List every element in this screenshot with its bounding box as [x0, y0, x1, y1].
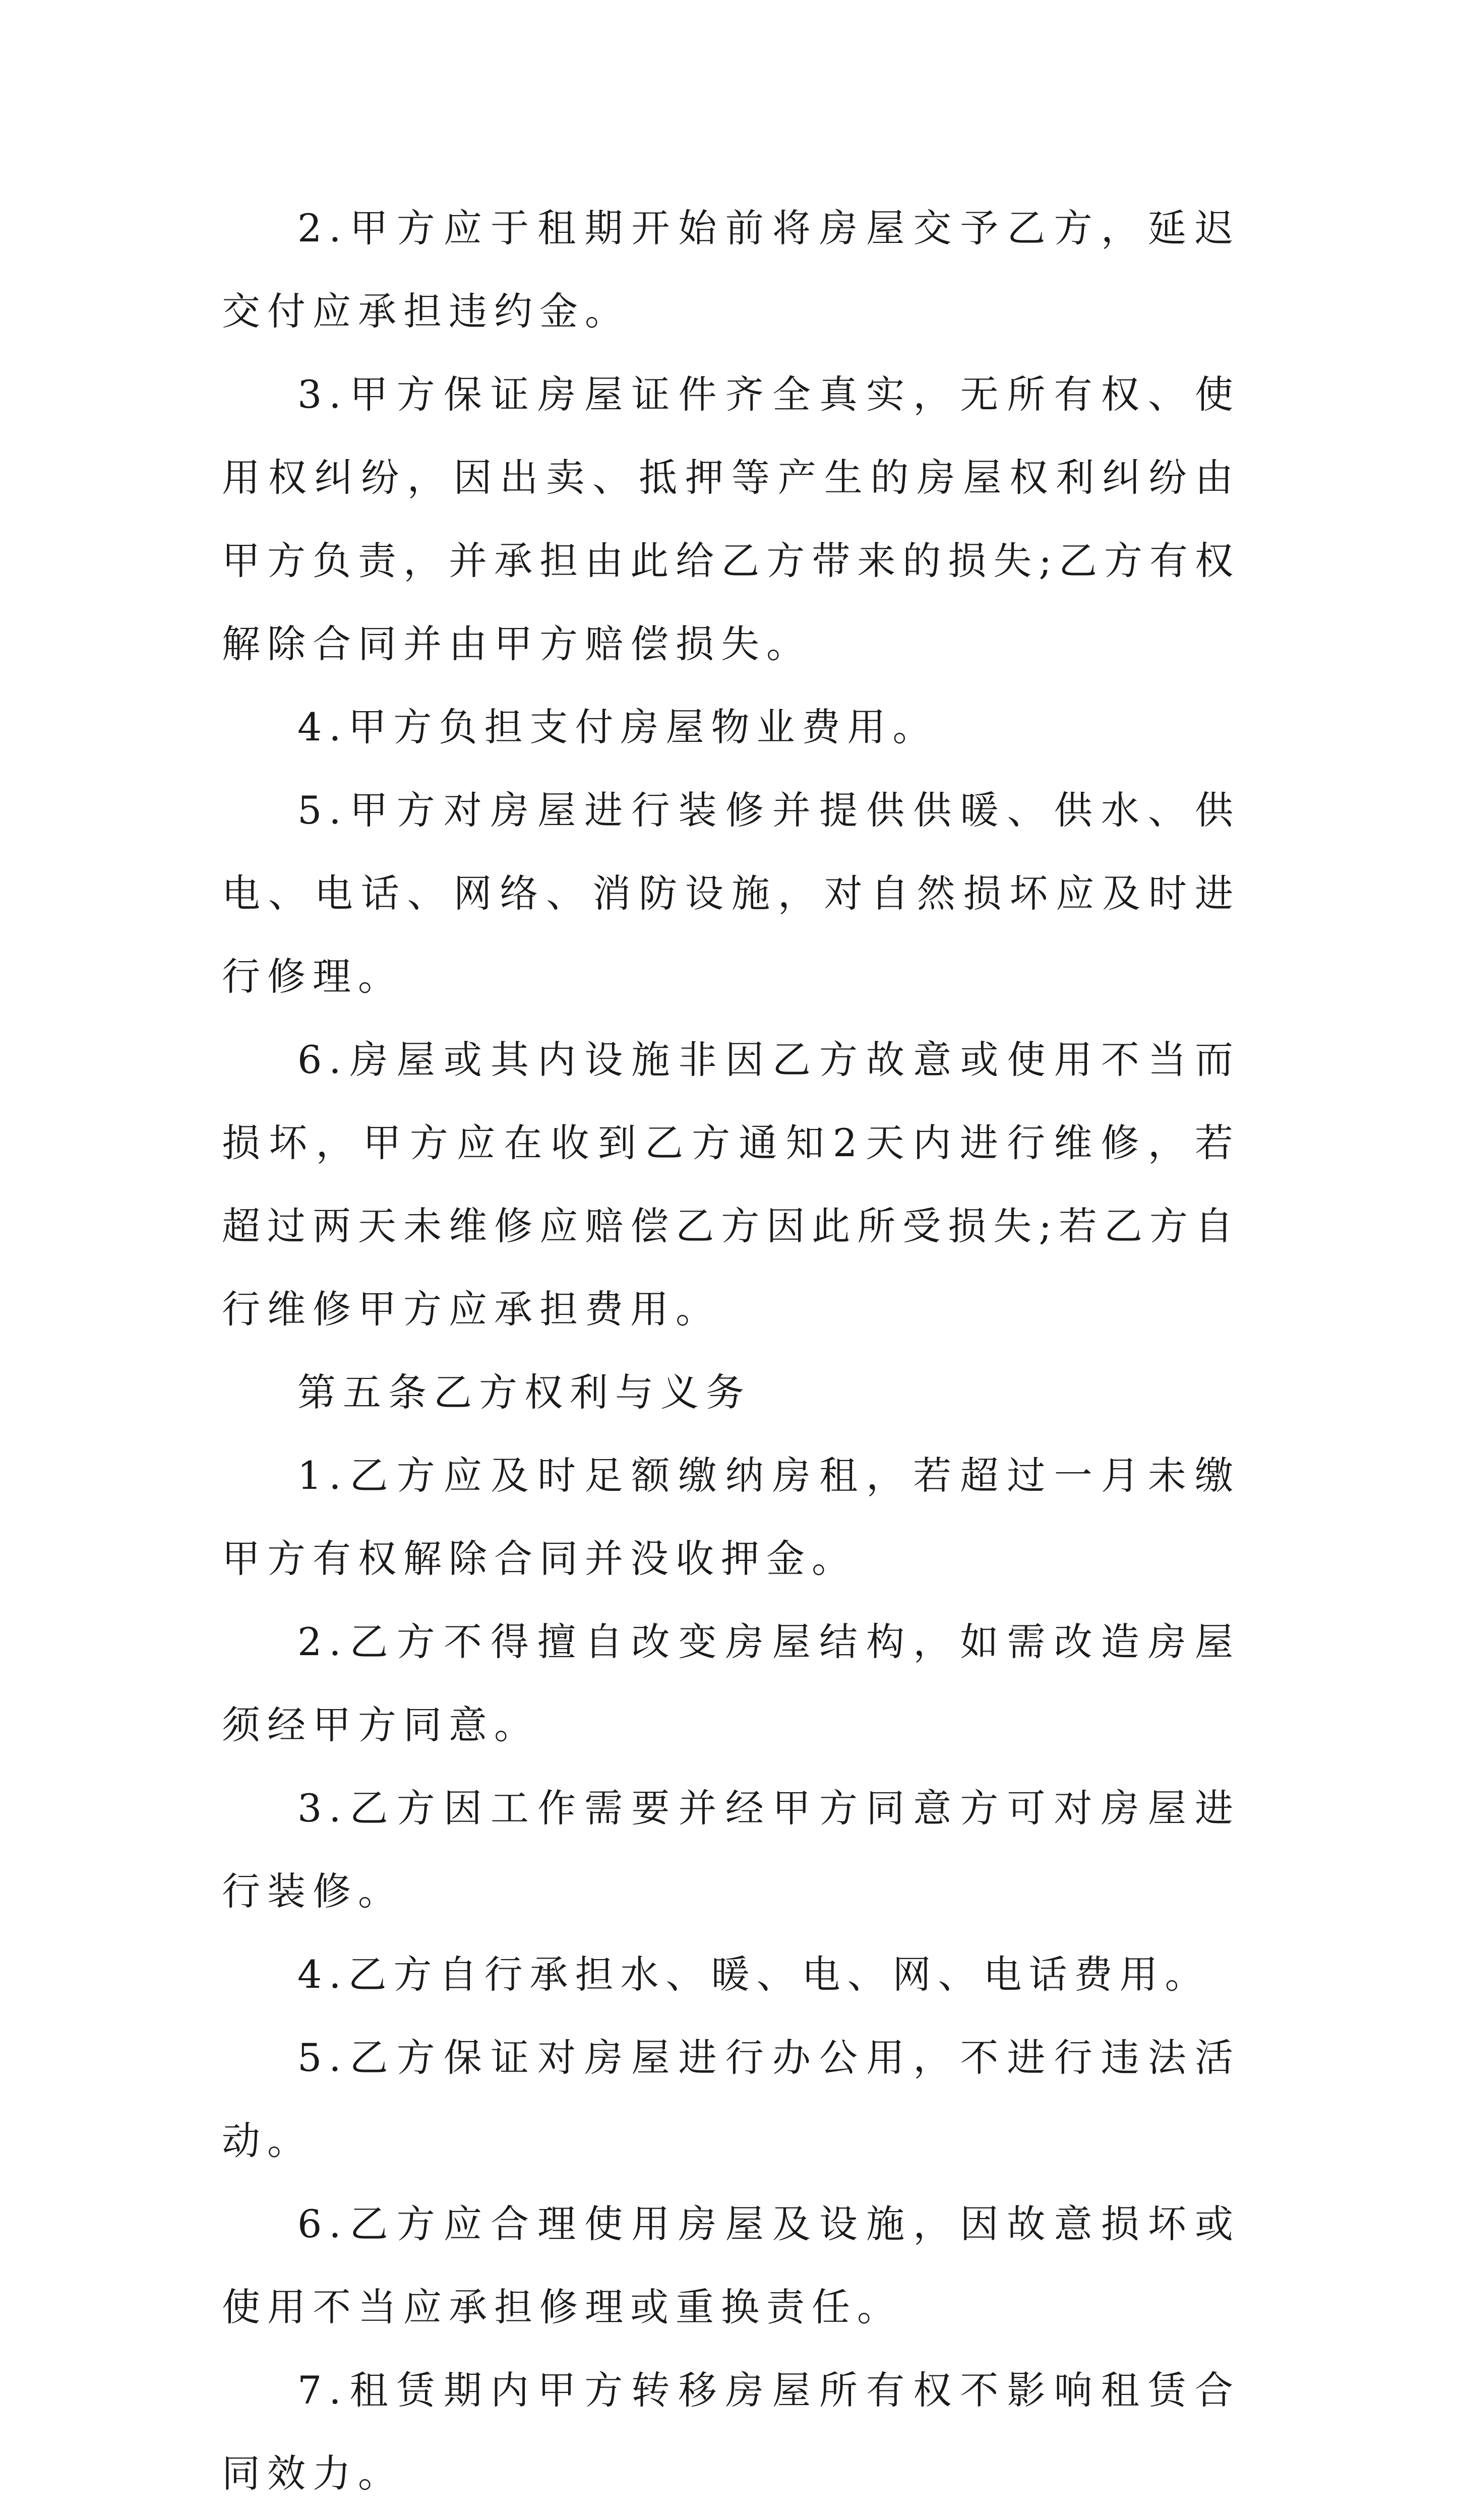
- paragraph-lessee-proper-use: 6.乙方应合理使用房屋及设施，因故意损坏或使用不当应承担修理或重换责任。: [222, 2201, 1240, 2329]
- paragraph-lease-expiry: [222, 2515, 1240, 2520]
- paragraph-lessee-renovation: 3.乙方因工作需要并经甲方同意方可对房屋进行装修。: [222, 1786, 1240, 1914]
- paragraph-lessee-office-use: 5.乙方保证对房屋进行办公用，不进行违法活动。: [222, 2035, 1240, 2163]
- paragraph-lessor-facilities: 5.甲方对房屋进行装修并提供供暖、供水、供电、电话、网络、消防设施，对自然损坏应及时进行修理。: [222, 788, 1240, 999]
- paragraph-ownership-transfer: 7.租赁期内甲方转移房屋所有权不影响租赁合同效力。: [222, 2368, 1240, 2496]
- paragraph-lessor-delivery: 2.甲方应于租期开始前将房屋交予乙方，延迟交付应承担违约金。: [222, 206, 1240, 334]
- paragraph-lessee-structure: 2.乙方不得擅自改变房屋结构，如需改造房屋须经甲方同意。: [222, 1619, 1240, 1747]
- section-heading-article-5: 第五条乙方权利与义务: [297, 1370, 751, 1415]
- document-body: [222, 186, 1240, 2520]
- paragraph-lessor-title-guarantee: 3.甲方保证房屋证件齐全真实，无所有权、使用权纠纷，因出卖、抵押等产生的房屋权利纠纷由甲方负责，并承担由此给乙方带来的损失;乙方有权解除合同并由甲方赔偿损失。: [222, 372, 1240, 666]
- paragraph-lessee-rent-payment: 1.乙方应及时足额缴纳房租，若超过一月未缴甲方有权解除合同并没收押金。: [222, 1453, 1240, 1581]
- paragraph-lessor-property-fees: 4.甲方负担支付房屋物业费用。: [297, 705, 938, 749]
- paragraph-lessee-utilities: 4.乙方自行承担水、暖、电、网、电话费用。: [297, 1952, 1210, 1997]
- paragraph-lessor-repairs: 6.房屋或其内设施非因乙方故意或使用不当而损坏，甲方应在收到乙方通知2天内进行维修，若超过两天未维修应赔偿乙方因此所受损失;若乙方自行维修甲方应承担费用。: [222, 1037, 1240, 1332]
